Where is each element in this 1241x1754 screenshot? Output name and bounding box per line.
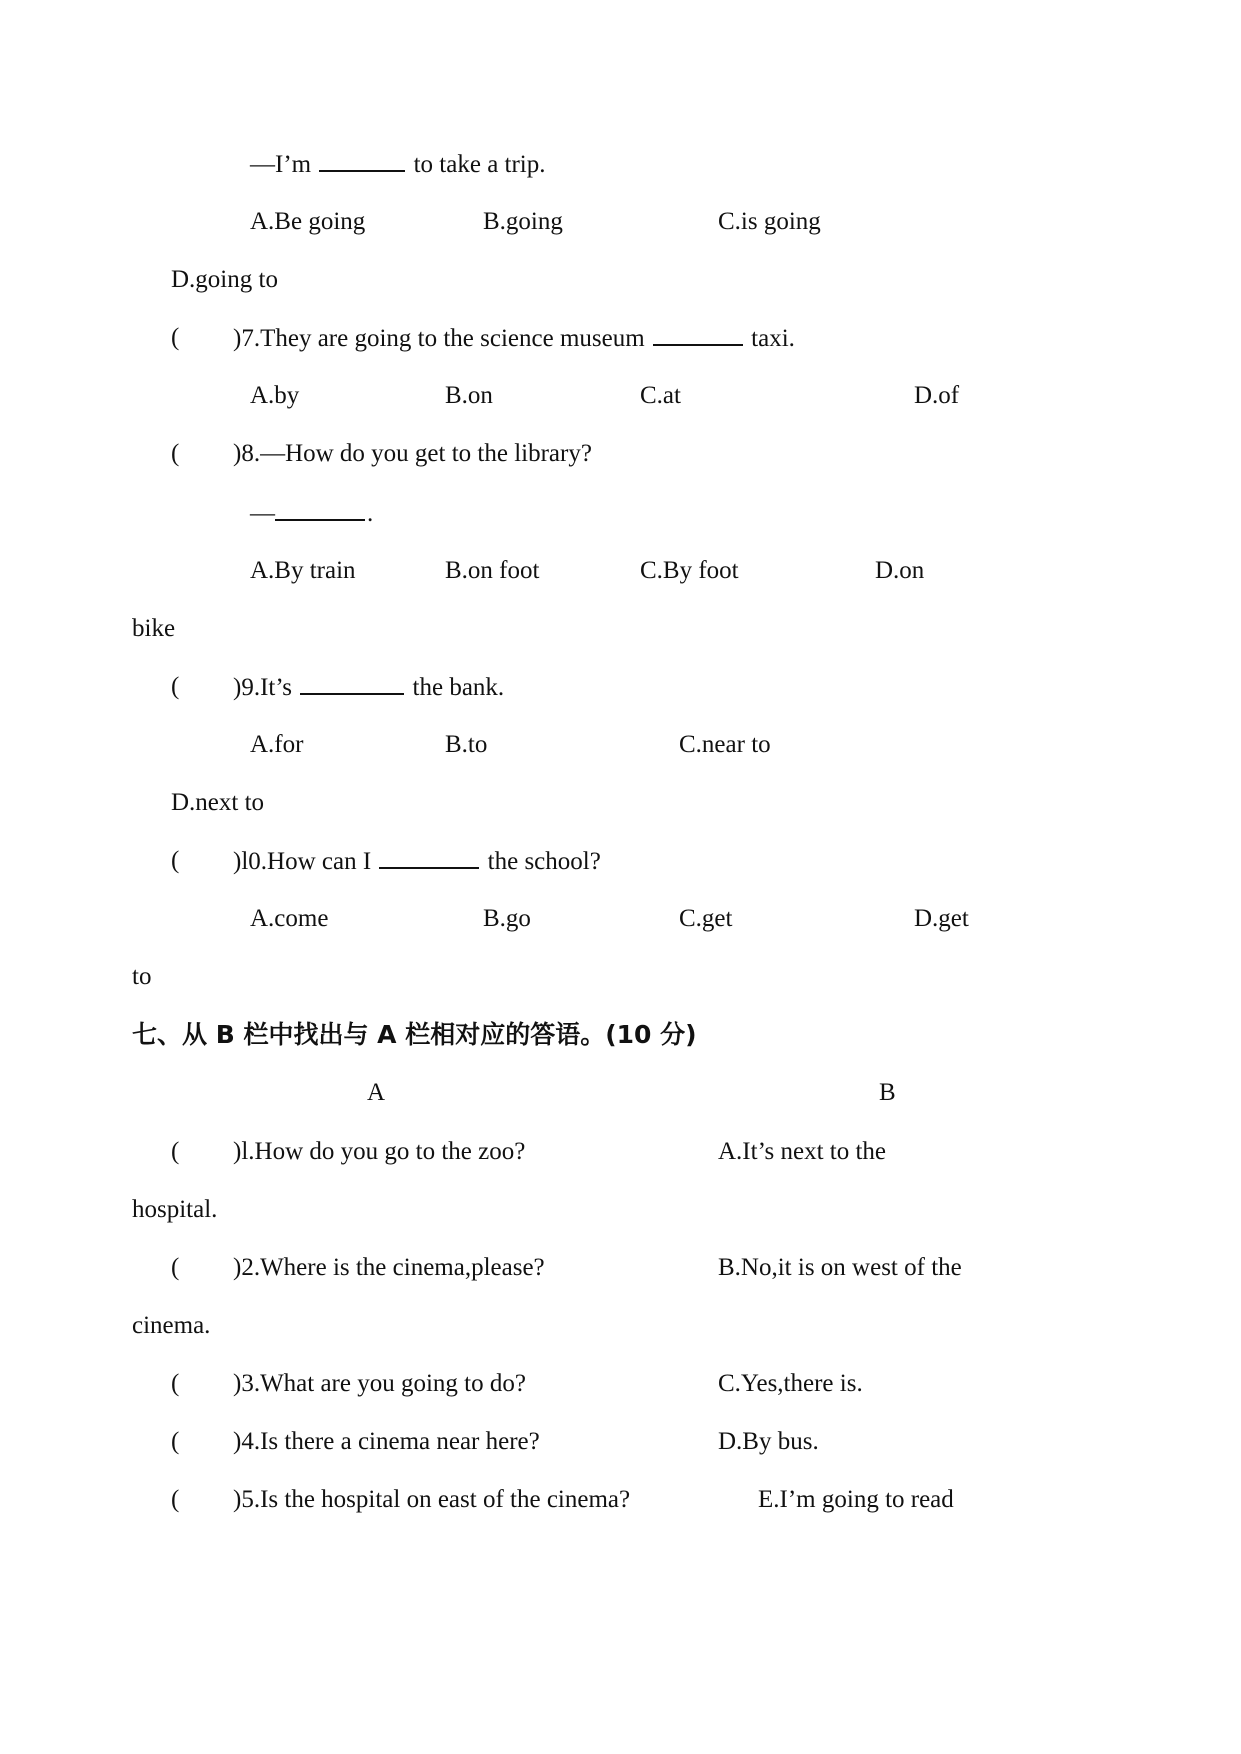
q10-question — [233, 845, 601, 878]
q7-text-pre: )7.They are going to the science museum — [233, 325, 645, 352]
q8-option-d: D.on — [875, 557, 925, 584]
column-a-header: A — [367, 1079, 386, 1106]
q6-option-b: B.going — [483, 208, 563, 235]
q8-option-b: B.on foot — [445, 557, 540, 584]
q7-text-post: taxi. — [751, 325, 795, 352]
match-1-paren[interactable]: ( — [171, 1138, 180, 1165]
q6-option-a: A.Be going — [250, 208, 366, 235]
q8-option-a: A.By train — [250, 557, 356, 584]
match-3-question: )3.What are you going to do? — [233, 1370, 526, 1397]
q9-question — [233, 671, 504, 704]
q8-option-c: C.By foot — [640, 557, 739, 584]
match-2-paren[interactable]: ( — [171, 1254, 180, 1281]
q7-option-b: B.on — [445, 382, 493, 409]
match-4-paren[interactable]: ( — [171, 1428, 180, 1455]
match-answer-a-wrap: hospital. — [132, 1196, 218, 1223]
q8-option-d-wrap: bike — [132, 615, 176, 642]
q6-option-c: C.is going — [718, 208, 821, 235]
q7-option-d: D.of — [914, 382, 960, 409]
q10-option-d-wrap: to — [132, 963, 152, 990]
match-answer-b: B.No,it is on west of the — [718, 1254, 962, 1281]
q9-option-b: B.to — [445, 731, 488, 758]
q9-option-c: C.near to — [679, 731, 771, 758]
q8-answer-period: . — [367, 500, 374, 527]
q9-blank[interactable] — [300, 671, 404, 695]
q10-option-b: B.go — [483, 905, 531, 932]
q6-option-d: D.going to — [171, 266, 278, 293]
q6-answer-line — [250, 148, 546, 181]
q10-option-a: A.come — [250, 905, 329, 932]
q7-paren[interactable]: ( — [171, 324, 180, 351]
q6-answer-suffix: to take a trip. — [413, 151, 546, 178]
q6-answer-prefix: —I’m — [250, 151, 312, 178]
q10-blank[interactable] — [379, 845, 479, 869]
q9-text-pre: )9.It’s — [233, 674, 293, 701]
q8-paren[interactable]: ( — [171, 440, 180, 467]
q7-question — [233, 322, 795, 355]
match-answer-a: A.It’s next to the — [718, 1138, 887, 1165]
q10-option-d: D.get — [914, 905, 969, 932]
match-answer-e: E.I’m going to read — [758, 1486, 954, 1513]
q10-paren[interactable]: ( — [171, 847, 180, 874]
match-answer-b-wrap: cinema. — [132, 1312, 211, 1339]
match-2-question: )2.Where is the cinema,please? — [233, 1254, 545, 1281]
q9-text-post: the bank. — [412, 674, 505, 701]
q9-paren[interactable]: ( — [171, 673, 180, 700]
q8-question: )8.—How do you get to the library? — [233, 440, 592, 467]
match-5-paren[interactable]: ( — [171, 1486, 180, 1513]
q10-text-pre: )l0.How can I — [233, 848, 372, 875]
match-3-paren[interactable]: ( — [171, 1370, 180, 1397]
section-7-title: 七、从 B 栏中找出与 A 栏相对应的答语。(10 分) — [132, 1020, 697, 1049]
q10-text-post: the school? — [487, 848, 601, 875]
q8-answer-dash: — — [250, 500, 275, 527]
q10-option-c: C.get — [679, 905, 733, 932]
match-4-question: )4.Is there a cinema near here? — [233, 1428, 540, 1455]
q8-answer-line — [250, 497, 373, 530]
q9-option-d: D.next to — [171, 789, 265, 816]
match-1-question: )l.How do you go to the zoo? — [233, 1138, 526, 1165]
column-b-header: B — [879, 1079, 896, 1106]
q9-option-a: A.for — [250, 731, 304, 758]
match-answer-c: C.Yes,there is. — [718, 1370, 863, 1397]
q7-blank[interactable] — [653, 322, 743, 346]
q8-blank[interactable] — [275, 497, 365, 521]
q7-option-c: C.at — [640, 382, 681, 409]
q7-option-a: A.by — [250, 382, 300, 409]
match-answer-d: D.By bus. — [718, 1428, 819, 1455]
q6-blank[interactable] — [319, 148, 405, 172]
match-5-question: )5.Is the hospital on east of the cinema? — [233, 1486, 631, 1513]
